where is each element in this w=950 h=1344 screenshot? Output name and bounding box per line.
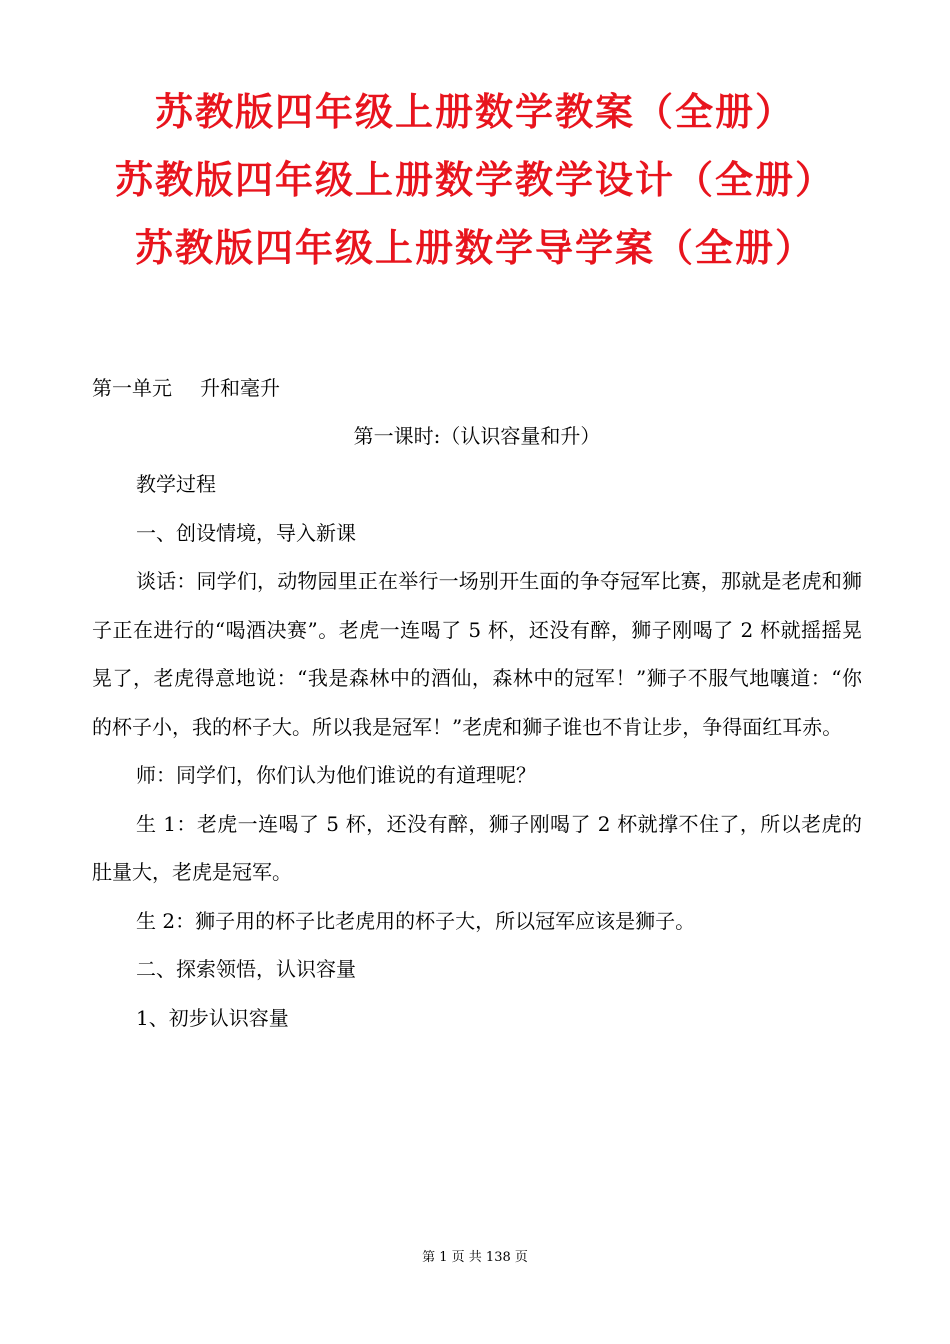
title-block [0,78,950,282]
page-footer: 第 1 页 共 138 页 [422,1250,528,1265]
section-heading-explore: 二、探索领悟，认识容量 [136,957,356,981]
unit-label: 第一单元 [92,376,172,400]
paragraph-dialogue: 谈话：同学们，动物园里正在举行一场别开生面的争夺冠军比赛，那就是老虎和狮子正在进行的“喝酒决赛”。老虎一连喝了 5 杯，还没有醉，狮子刚喝了 2 杯就摇摇晃晃了，老虎得意地说：“我是森林中的酒仙，森林中的冠军！”狮子不服气地嚷道：“你的杯子小，我的杯子大。所以我是冠军！”老虎和狮子谁也不肯让步，争得面红耳赤。 [92,569,862,739]
document-body [92,364,862,1042]
paragraph-student-2: 生 2：狮子用的杯子比老虎用的杯子大，所以冠军应该是狮子。 [136,908,696,933]
title-line-3: 苏教版四年级上册数学导学案（全册） [134,226,815,270]
section-heading-process: 教学过程 [136,472,216,496]
title-line-2: 苏教版四年级上册数学教学设计（全册） [114,158,835,202]
lesson-heading: 第一课时:（认识容量和升） [353,424,601,448]
unit-heading [92,364,862,412]
paragraph-student-1: 生 1：老虎一连喝了 5 杯，还没有醉，狮子刚喝了 2 杯就撑不住了，所以老虎的肚量大，老虎是冠军。 [92,811,862,884]
section-heading-intro: 一、创设情境，导入新课 [136,520,356,545]
subsection-heading-capacity: 1、初步认识容量 [136,1005,289,1030]
title-line-1: 苏教版四年级上册数学教案（全册） [154,90,795,134]
paragraph-teacher-question: 师：同学们，你们认为他们谁说的有道理呢？ [136,763,536,787]
unit-name: 升和毫升 [200,376,280,400]
